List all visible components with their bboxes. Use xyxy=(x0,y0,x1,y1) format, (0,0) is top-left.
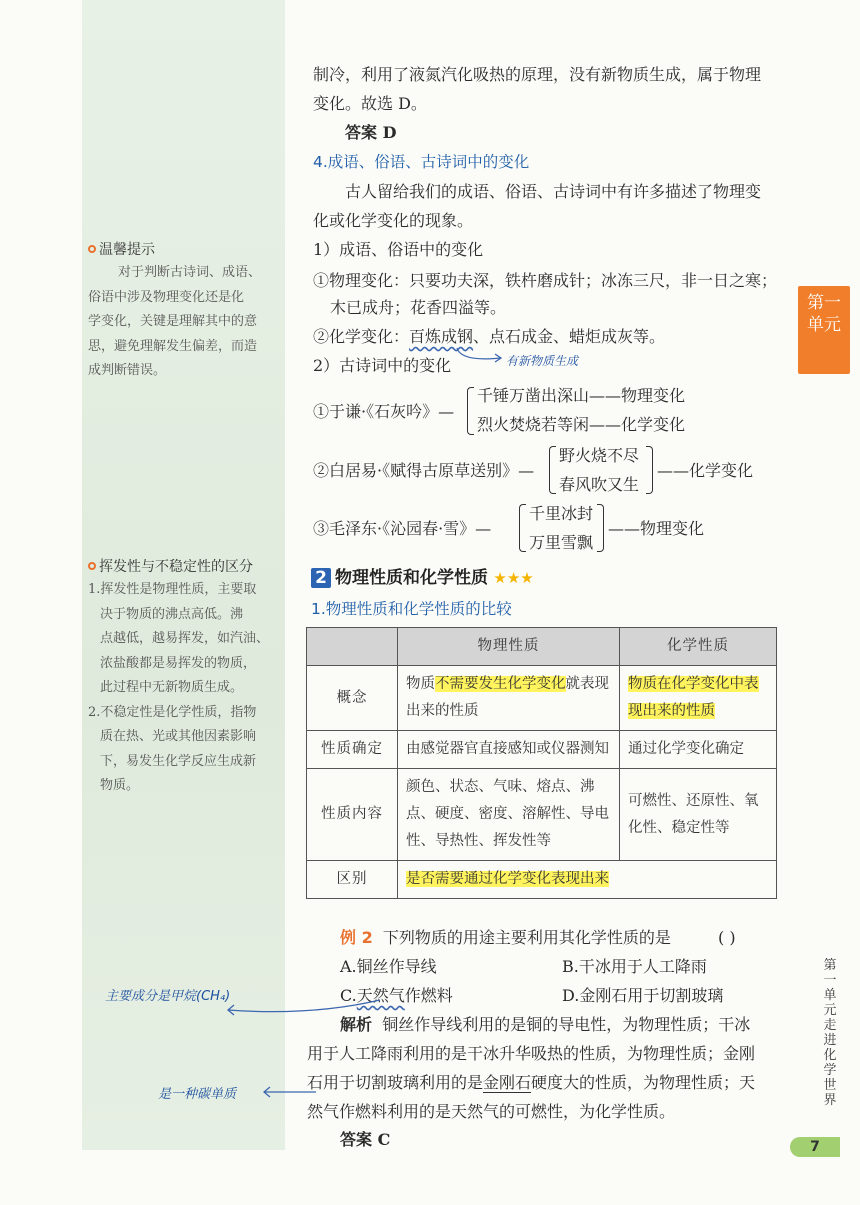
poem-result: ——物理变化 xyxy=(608,519,705,538)
subheading: 1）成语、俗语中的变化 xyxy=(313,240,484,259)
body-text: ②化学变化：百炼成钢、点石成金、蜡炬成灰等。 xyxy=(313,327,666,346)
answer-label: 答案 D xyxy=(345,123,397,142)
table-row xyxy=(307,666,777,731)
bullet-icon xyxy=(88,562,96,570)
row-label: 性质确定 xyxy=(307,731,398,769)
table-cell xyxy=(398,861,777,899)
subsection-title: 1.物理性质和化学性质的比较 xyxy=(311,600,512,618)
tip-body: 对于判断古诗词、成语、 俗语中涉及物理变化还是化 学变化，关键是理解其中的意 思，避免理解发生偏差，而造 成判断错误。 xyxy=(88,265,262,378)
brace-icon xyxy=(467,387,474,435)
analysis-line: 然气作燃料利用的是天然气的可燃性，为化学性质。 xyxy=(307,1102,676,1121)
option-a: A.铜丝作导线 xyxy=(340,957,437,976)
table-header-cell: 化学性质 xyxy=(620,628,777,666)
comparison-table xyxy=(306,627,777,899)
section-heading: 2 物理性质和化学性质 ★★★ xyxy=(311,563,534,588)
bullet-icon xyxy=(88,245,96,253)
option-b: B.干冰用于人工降雨 xyxy=(562,957,707,976)
brace-icon xyxy=(646,446,653,494)
table-header-row xyxy=(307,628,777,666)
annotation-arrow-icon xyxy=(455,346,505,368)
wavy-underlined-term: 天然气 xyxy=(356,986,405,1005)
brace-icon xyxy=(597,504,604,552)
table-header-cell xyxy=(307,628,398,666)
table-header-cell: 物理性质 xyxy=(398,628,620,666)
highlighted-text: 物质在化学变化中表现出来的性质 xyxy=(628,676,759,719)
table-cell: 物质不需要发生化学变化就表现出来的性质 xyxy=(398,666,620,731)
handwritten-note: 主要成分是甲烷(CH₄) xyxy=(105,989,231,1004)
analysis-tag: 解析 xyxy=(340,1015,373,1034)
section-title: 4.成语、俗语、古诗词中的变化 xyxy=(313,153,530,171)
poem-source: ③毛泽东·《沁园春·雪》— xyxy=(313,519,492,538)
poem-source: ②白居易·《赋得古原草送别》— xyxy=(313,461,535,480)
unit-tab: 第一单元 xyxy=(798,286,850,374)
tip-body: 1.挥发性是物理性质，主要取 决于物质的沸点高低。沸 点越低，越易挥发，如汽油、 浓盐酸都是易挥发的物质， 此过程中无新物质生成。 2.不稳定性是化学性质，指物 质在热、光或其他因素影响 下，易发生化学反应生成新 物质。 xyxy=(88,582,270,793)
poem-line: 千里冰封 xyxy=(529,504,594,523)
brace-icon xyxy=(549,446,556,494)
brace-icon xyxy=(519,504,526,552)
tip-heading: 挥发性与不稳定性的区分 xyxy=(88,556,253,576)
table-cell: 由感觉器官直接感知或仪器测知 xyxy=(398,731,620,769)
poem-line: 野火烧不尽 xyxy=(559,446,640,465)
section-number-badge: 2 xyxy=(311,568,331,588)
analysis-line: 解析 铜丝作导线利用的是铜的导电性，为物理性质；干冰 xyxy=(340,1015,751,1034)
star-rating-icon: ★★★ xyxy=(493,569,534,587)
wavy-underlined-term: 百炼成钢 xyxy=(409,327,474,346)
page-number: 7 xyxy=(790,1137,840,1157)
option-c: C.天然气作燃料 xyxy=(340,986,453,1005)
analysis-line: 用于人工降雨利用的是干冰升华吸热的性质，为物理性质；金刚 xyxy=(307,1044,756,1063)
table-row xyxy=(307,731,777,769)
example-question: 例 2 下列物质的用途主要利用其化学性质的是 xyxy=(340,928,671,947)
option-d: D.金刚石用于切割玻璃 xyxy=(562,986,724,1005)
chapter-side-label: 第一单元 走进化学世界 xyxy=(823,958,837,1108)
poem-line: 烈火焚烧若等闲——化学变化 xyxy=(477,415,686,434)
analysis-line: 石用于切割玻璃利用的是金刚石硬度大的性质，为物理性质；天 xyxy=(307,1073,756,1092)
row-label: 概念 xyxy=(307,666,398,731)
subheading: 2）古诗词中的变化 xyxy=(313,356,452,375)
annotation-arrow-icon xyxy=(258,1084,318,1100)
table-cell: 可燃性、还原性、氧化性、稳定性等 xyxy=(620,769,777,861)
body-text: ①物理变化：只要功夫深，铁杵磨成针；冰冻三尺，非一日之寒； xyxy=(313,271,778,290)
body-text: 化或化学变化的现象。 xyxy=(313,211,474,230)
body-text: 变化。故选 D。 xyxy=(313,94,427,113)
row-label: 区别 xyxy=(307,861,398,899)
poem-line: 千锤万凿出深山——物理变化 xyxy=(477,386,686,405)
handwritten-note: 是一种碳单质 xyxy=(158,1087,237,1102)
highlighted-text: 不需要发生化学变化 xyxy=(435,676,566,692)
poem-result: ——化学变化 xyxy=(657,461,754,480)
poem-line: 春风吹又生 xyxy=(559,475,640,494)
poem-source: ①于谦·《石灰吟》— xyxy=(313,402,455,421)
highlighted-text: 是否需要通过化学变化表现出来 xyxy=(406,871,609,887)
body-text: 木已成舟；花香四溢等。 xyxy=(330,298,507,317)
body-text: 制冷，利用了液氮汽化吸热的原理，没有新物质生成，属于物理 xyxy=(313,65,762,84)
answer-blank: ( ) xyxy=(718,928,736,947)
table-cell: 通过化学变化确定 xyxy=(620,731,777,769)
table-cell: 颜色、状态、气味、熔点、沸点、硬度、密度、溶解性、导电性、导热性、挥发性等 xyxy=(398,769,620,861)
underlined-term: 金刚石 xyxy=(483,1073,532,1092)
answer-label: 答案 C xyxy=(340,1130,391,1149)
poem-line: 万里雪飘 xyxy=(529,533,594,552)
table-row xyxy=(307,861,777,899)
table-cell xyxy=(620,666,777,731)
row-label: 性质内容 xyxy=(307,769,398,861)
tip-heading: 温馨提示 xyxy=(88,239,155,259)
table-row xyxy=(307,769,777,861)
body-text: 古人留给我们的成语、俗语、古诗词中有许多描述了物理变 xyxy=(345,182,762,201)
handwritten-note: 有新物质生成 xyxy=(506,354,579,368)
example-tag: 例 2 xyxy=(340,928,373,947)
